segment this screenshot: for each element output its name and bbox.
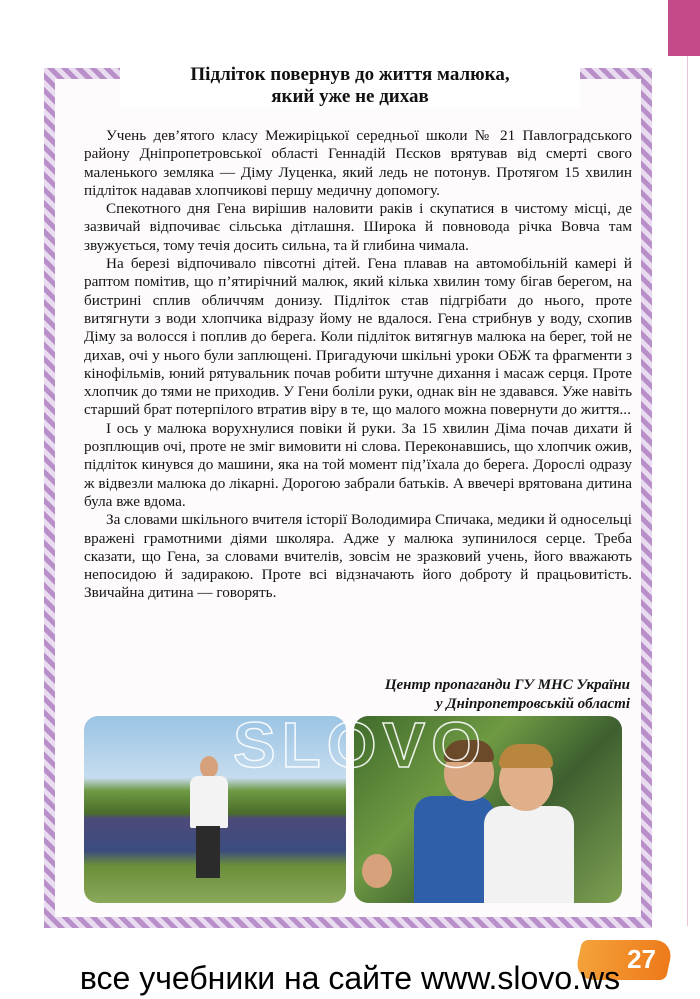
chapter-tab [668,0,700,56]
watermark: SLOVO [232,709,488,781]
article-body [84,127,632,603]
margin-line [687,56,688,926]
paragraph-4: І ось у малюка ворухнулися повіки й руки. За 15 хвилин Діма почав дихати й розплющив очі, проте не зміг вимовити ні слова. Переконавшись, що хлопчик ожив, підліток кинувся до машини, яка на той момент під’їхала до берега. Дорослі одразу ж відвезли малюка до лікарні. Дорогою забрали батьків. А ввечері врятована дитина була вже вдома. [84,419,632,510]
title-line-2: який уже не дихав [271,86,429,107]
paragraph-1: Учень дев’ятого класу Межиріцької середньої школи № 21 Павлоградського району Дніпропетровської області Геннадій Пєсков врятував від смерті свого маленького земляка — Діму Луценка, який ледь не потонув. Протягом 15 хвилин підліток надавав хлопчикові першу медичну допомогу. [84,127,632,199]
article-title [120,64,580,108]
signature-line-1: Центр пропаганди ГУ МНС України [384,677,630,693]
paragraph-3: На березі відпочивало півсотні дітей. Гена плавав на автомобільній камері й раптом помітив, що п’ятирічний малюк, який кілька хвилин тому бігав берегом, на бистрині сплив обличчям донизу. Підліток став підгрібати до нього, проте витягнути з води хлопчика відразу йому не вдалося. Гена стрибнув у воду, схопив Діму за волосся і поплив до берега. Коли підліток витягнув малюка на берег, той не дихав, очі у нього були заплющені. Пригадуючи шкільні уроки ОБЖ та фрагменти з кінофільмів, юний рятувальник почав робити штучне дихання і масаж серця. Проте хлопчик до тями не приходив. У Гени боліли руки, однак він не здавався. Уже навіть старший брат потерпілого втратив віру в те, що малого можна повернути до життя... [84,255,632,419]
paragraph-2: Спекотного дня Гена вирішив наловити раків і скупатися в чистому місці, де зазвичай відпочиває сільська дітлашня. Широка й повновода річка Вовча там звужується, тому течія досить сильна, та й глибина чимала. [84,200,632,254]
title-line-1: Підліток повернув до життя малюка, [190,64,510,85]
footer-banner: все учебники на сайте www.slovo.ws [79,960,621,996]
signature-line-2: у Дніпропетровській області [435,696,630,712]
paragraph-5: За словами шкільного вчителя історії Володимира Спичака, медики й односельці вражені грамотними діями школяра. Адже у малюка зупинилося серце. Треба сказати, що Гена, за словами вчителів, зовсім не зразковий учень, його вважають непосидою й задиракою. Проте всі відзначають його доброту й працьовитість. Звичайна дитина — говорять. [84,511,632,602]
page-number: 27 [627,944,656,974]
